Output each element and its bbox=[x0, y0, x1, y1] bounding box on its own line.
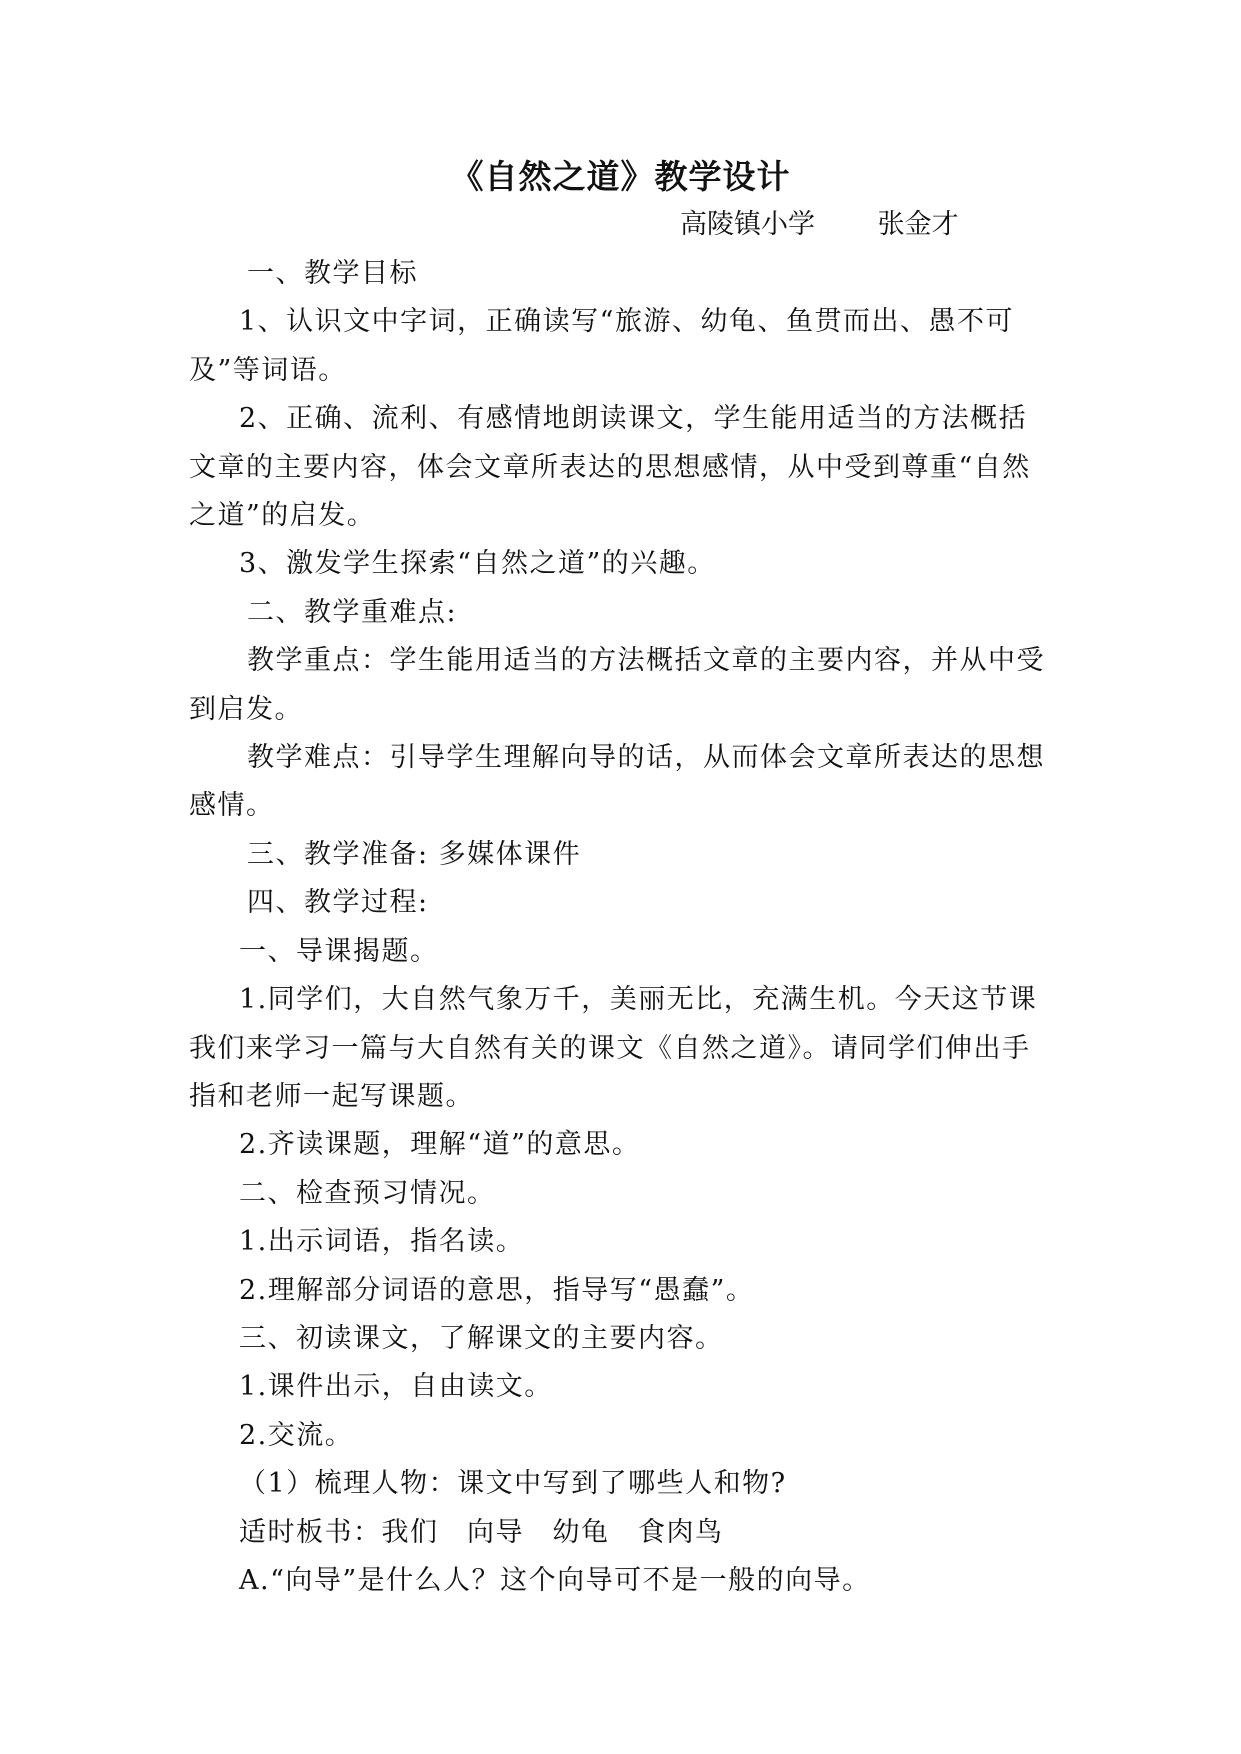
paragraph: 三、教学准备: 多媒体课件 bbox=[247, 838, 582, 870]
document-body bbox=[189, 250, 1055, 1605]
paragraph: 适时板书：我们 向导 幼龟 食肉鸟 bbox=[239, 1516, 724, 1548]
paragraph: 2.齐读课题，理解“道”的意思。 bbox=[239, 1129, 641, 1161]
paragraph: 2.理解部分词语的意思，指导写“愚蠢”。 bbox=[239, 1274, 755, 1306]
paragraph: 2.交流。 bbox=[239, 1419, 354, 1451]
author-line: 高陵镇小学 张金才 bbox=[680, 209, 959, 240]
paragraph: 二、教学重难点: bbox=[247, 596, 458, 628]
paragraph: 教学难点：引导学生理解向导的话，从而体会文章所表达的思想感情。 bbox=[189, 742, 1045, 822]
paragraph: 2、正确、流利、有感情地朗读课文，学生能用适当的方法概括文章的主要内容，体会文章所表达的思想感情，从中受到尊重“自然之道”的启发。 bbox=[189, 403, 1031, 532]
paragraph: （1）梳理人物：课文中写到了哪些人和物? bbox=[239, 1468, 787, 1500]
paragraph: 1.同学们，大自然气象万千，美丽无比，充满生机。今天这节课我们来学习一篇与大自然有关的课文《自然之道》。请同学们伸出手指和老师一起写课题。 bbox=[189, 984, 1038, 1112]
paragraph: 二、检查预习情况。 bbox=[239, 1177, 496, 1209]
paragraph: 教学重点：学生能用适当的方法概括文章的主要内容，并从中受到启发。 bbox=[189, 645, 1045, 725]
paragraph: 1.出示词语，指名读。 bbox=[239, 1226, 525, 1258]
document-title: 《自然之道》教学设计 bbox=[450, 157, 791, 196]
paragraph: 四、教学过程: bbox=[247, 887, 429, 919]
paragraph: A.“向导”是什么人？这个向导可不是一般的向导。 bbox=[239, 1564, 871, 1596]
paragraph: 一、导课揭题。 bbox=[239, 935, 439, 967]
paragraph: 1.课件出示，自由读文。 bbox=[239, 1371, 553, 1403]
paragraph: 3、激发学生探索“自然之道”的兴趣。 bbox=[239, 548, 716, 580]
paragraph: 1、认识文中字词，正确读写“旅游、幼龟、鱼贯而出、愚不可及”等词语。 bbox=[189, 306, 1014, 386]
paragraph: 三、初读课文，了解课文的主要内容。 bbox=[239, 1322, 724, 1354]
paragraph: 一、教学目标 bbox=[247, 258, 418, 289]
